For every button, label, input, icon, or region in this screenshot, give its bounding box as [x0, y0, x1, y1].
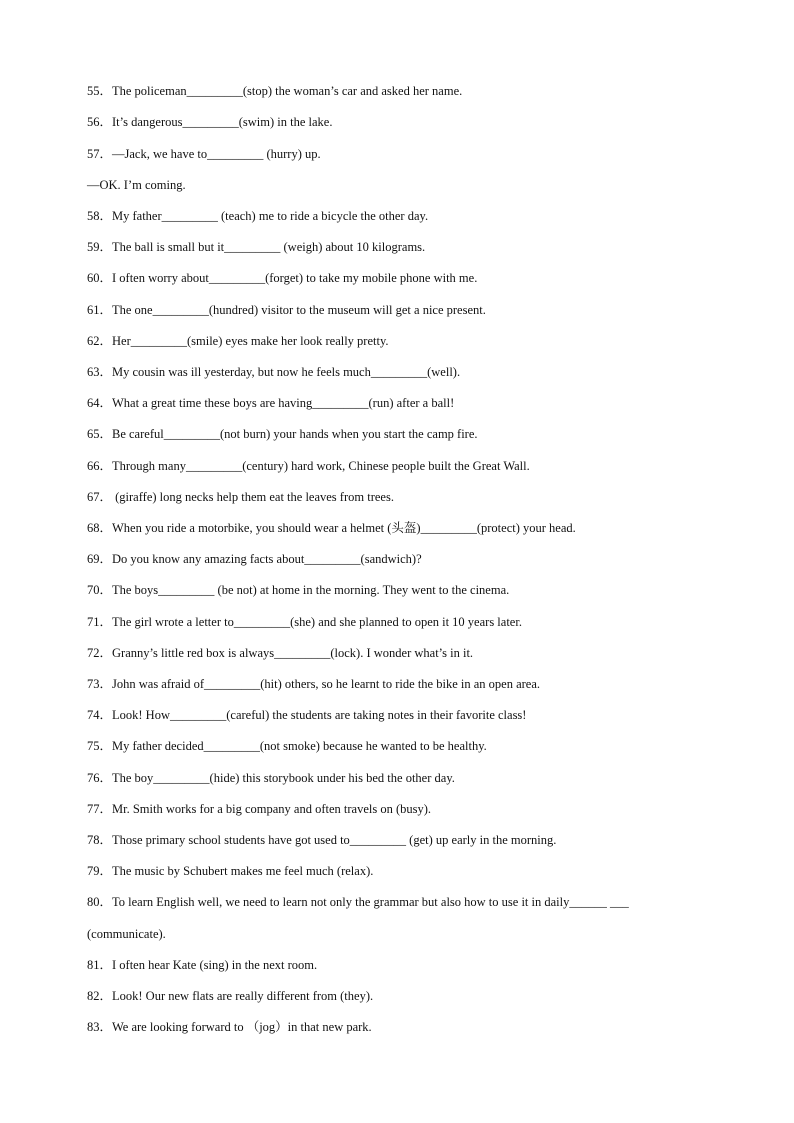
question-75: 75．My father decided_________(not smoke) because he wanted to be healthy. [87, 739, 487, 753]
question-60: 60．I often worry about_________(forget) to take my mobile phone with me. [87, 271, 478, 285]
question-70: 70．The boys_________ (be not) at home in the morning. They went to the cinema. [87, 583, 510, 597]
question-79: 79．The music by Schubert makes me feel much (relax). [87, 864, 374, 878]
question-76: 76．The boy_________(hide) this storybook under his bed the other day. [87, 771, 455, 785]
question-80: 80．To learn English well, we need to learn not only the grammar but also how to use it in daily______ ___ [87, 895, 629, 909]
question-72: 72．Granny’s little red box is always_________(lock). I wonder what’s in it. [87, 646, 474, 660]
question-59: 59．The ball is small but it_________ (weigh) about 10 kilograms. [87, 240, 426, 254]
question-55: 55．The policeman_________(stop) the woman’s car and asked her name. [87, 84, 463, 98]
question-61: 61．The one_________(hundred) visitor to the museum will get a nice present. [87, 303, 486, 317]
question-81: 81．I often hear Kate (sing) in the next room. [87, 958, 318, 972]
question-74: 74．Look! How_________(careful) the students are taking notes in their favorite class! [87, 708, 527, 722]
question-66: 66．Through many_________(century) hard work, Chinese people built the Great Wall. [87, 459, 530, 473]
question-77: 77．Mr. Smith works for a big company and often travels on (busy). [87, 802, 432, 816]
question-82: 82．Look! Our new flats are really different from (they). [87, 989, 374, 1003]
question-64: 64．What a great time these boys are having_________(run) after a ball! [87, 396, 455, 410]
question-83: 83．We are looking forward to （jog）in that new park. [87, 1020, 372, 1034]
question-67: 67． (giraffe) long necks help them eat the leaves from trees. [87, 490, 394, 504]
question-69: 69．Do you know any amazing facts about_________(sandwich)? [87, 552, 422, 566]
question-80-continued: (communicate). [87, 927, 166, 941]
question-68: 68．When you ride a motorbike, you should wear a helmet (头盔)_________(protect) your head. [87, 521, 576, 535]
question-65: 65．Be careful_________(not burn) your hands when you start the camp fire. [87, 427, 478, 441]
question-58: 58．My father_________ (teach) me to ride a bicycle the other day. [87, 209, 429, 223]
question-56: 56．It’s dangerous_________(swim) in the lake. [87, 115, 333, 129]
question-63: 63．My cousin was ill yesterday, but now he feels much_________(well). [87, 365, 461, 379]
question-78: 78．Those primary school students have got used to_________ (get) up early in the morning. [87, 833, 557, 847]
question-62: 62．Her_________(smile) eyes make her look really pretty. [87, 334, 389, 348]
question-57-reply: —OK. I’m coming. [87, 178, 186, 192]
question-71: 71．The girl wrote a letter to_________(she) and she planned to open it 10 years later. [87, 615, 522, 629]
question-73: 73．John was afraid of_________(hit) others, so he learnt to ride the bike in an open area. [87, 677, 540, 691]
question-57: 57．—Jack, we have to_________ (hurry) up. [87, 147, 321, 161]
